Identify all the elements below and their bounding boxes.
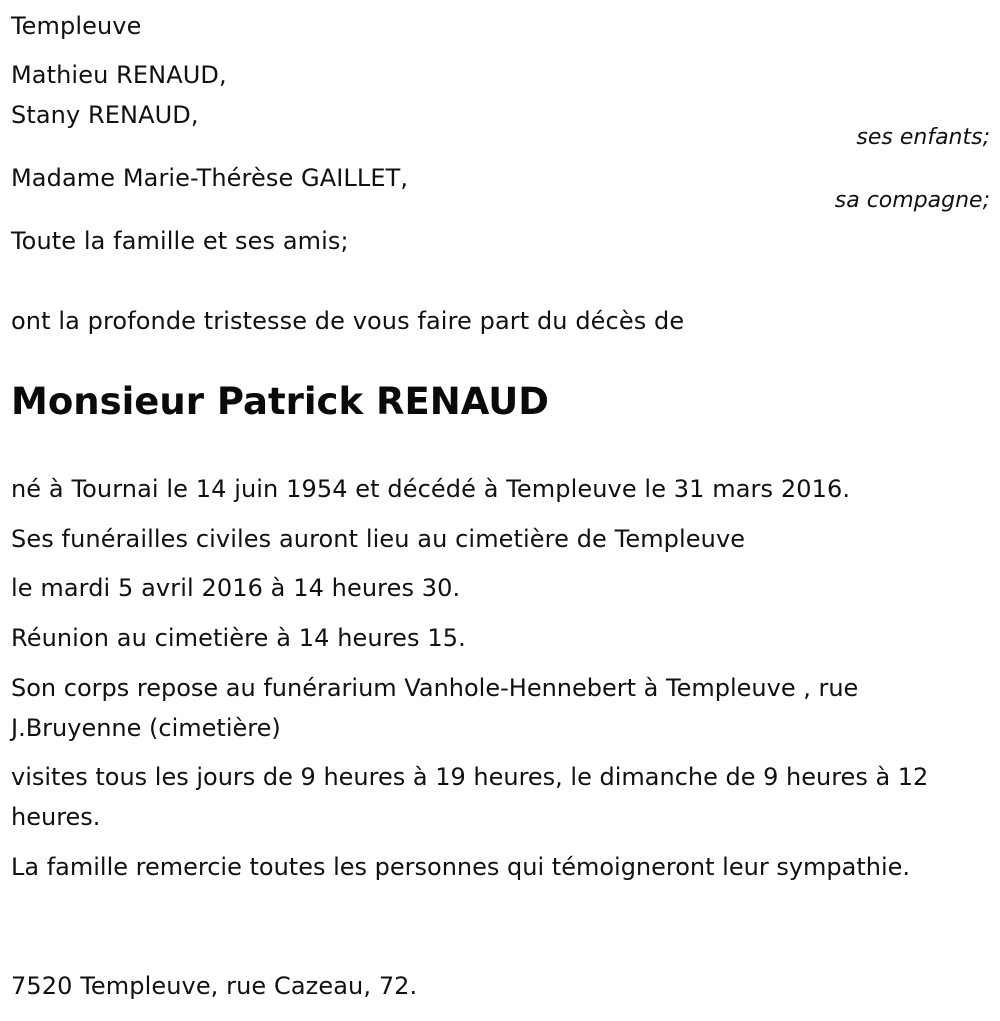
children-role: ses enfants; <box>856 125 990 150</box>
family-address: 7520 Templeuve, rue Cazeau, 72. <box>11 972 418 1000</box>
visiting-hours: visites tous les jours de 9 heures à 19 heures, le dimanche de 9 heures à 12 heures. <box>11 763 929 831</box>
announcement-intro: ont la profonde tristesse de vous faire part du décès de <box>11 307 685 335</box>
thanks-message: La famille remercie toutes les personnes qui témoigneront leur sympathie. <box>11 853 911 881</box>
deceased-name: Monsieur Patrick RENAUD <box>11 380 549 423</box>
child-name: Mathieu RENAUD, <box>11 61 227 89</box>
partner-role: sa compagne; <box>834 188 990 213</box>
child-name: Stany RENAUD, <box>11 101 199 129</box>
birth-death-details: né à Tournai le 14 juin 1954 et décédé à Templeuve le 31 mars 2016. <box>11 475 851 503</box>
funerarium-details: Son corps repose au funérarium Vanhole-Hennebert à Templeuve , rue J.Bruyenne (cimetière) <box>11 674 859 742</box>
funeral-location: Ses funérailles civiles auront lieu au cimetière de Templeuve <box>11 525 746 553</box>
funeral-datetime: le mardi 5 avril 2016 à 14 heures 30. <box>11 574 461 602</box>
location-header: Templeuve <box>11 12 142 40</box>
family-and-friends: Toute la famille et ses amis; <box>11 227 349 255</box>
meeting-time: Réunion au cimetière à 14 heures 15. <box>11 624 466 652</box>
partner-name: Madame Marie-Thérèse GAILLET, <box>11 164 409 192</box>
